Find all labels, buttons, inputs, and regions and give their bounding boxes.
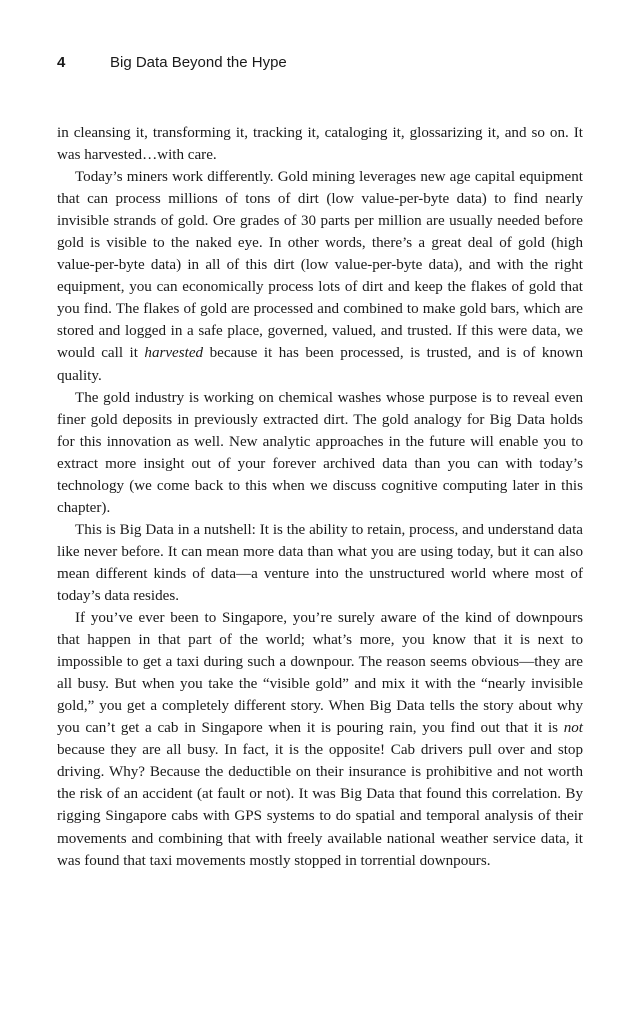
paragraph-1 — [57, 122, 583, 166]
paragraph-4 — [57, 519, 583, 607]
text-segment: This is Big Data in a nutshell: It is the ability to retain, process, and understand data like never before. It can mean more data than what you are using today, but it can also mean different kinds of data—a venture into the unstructured world where most of today’s data resides. — [57, 521, 583, 604]
paragraph-3 — [57, 387, 583, 519]
text-segment: in cleansing it, transforming it, tracking it, cataloging it, glossarizing it, and so on. It was harvested…with care. — [57, 125, 583, 164]
paragraph-5 — [57, 607, 583, 872]
emphasis-harvested: harvested — [144, 345, 204, 362]
body-text — [57, 122, 583, 872]
running-head-title: Big Data Beyond the Hype — [110, 54, 287, 71]
page-header — [57, 54, 287, 71]
paragraph-2 — [57, 166, 583, 386]
text-segment: because they are all busy. In fact, it is the opposite! Cab drivers pull over and stop driving. Why? Because the deductible on their insurance is prohibitive and not worth the risk of an accident (at fault or not). It was Big Data that found this correlation. By rigging Singapore cabs with GPS systems to do spatial and temporal analysis of their movements and combining that with freely available national weather service data, it was found that taxi movements mostly stopped in torrential downpours. — [57, 742, 583, 869]
text-segment: If you’ve ever been to Singapore, you’re surely aware of the kind of downpours that happen in that part of the world; what’s more, you know that it is next to impossible to get a taxi during such a downpour. The reason seems obvious—they are all busy. But when you take the “visible gold” and mix it with the “nearly invisible gold,” you get a completely different story. When Big Data tells the story about why you can’t get a cab in Singapore when it is pouring rain, you find out that it is — [57, 610, 583, 737]
page-number: 4 — [57, 54, 66, 71]
text-segment: Today’s miners work differently. Gold mining leverages new age capital equipment that can process millions of tons of dirt (low value-per-byte data) to find nearly invisible strands of gold. Ore grades of 30 parts per million are usually needed before gold is visible to the naked eye. In other words, there’s a great deal of gold (high value-per-byte data) in all of this dirt (low value-per-byte data), and with the right equipment, you can economically process lots of dirt and keep the flakes of gold that you find. The flakes of gold are processed and combined to make gold bars, which are stored and logged in a safe place, governed, valued, and trusted. If this were data, we would call it — [57, 169, 583, 362]
text-segment: The gold industry is working on chemical washes whose purpose is to reveal even finer gold deposits in previously extracted dirt. The gold analogy for Big Data holds for this innovation as well. New analytic approaches in the future will enable you to extract more insight out of your forever archived data than you can with today’s technology (we come back to this when we discuss cognitive computing later in this chapter). — [57, 389, 583, 516]
emphasis-not: not — [563, 720, 583, 737]
text-segment: because it has been processed, is trusted, and is of known quality. — [57, 345, 583, 384]
